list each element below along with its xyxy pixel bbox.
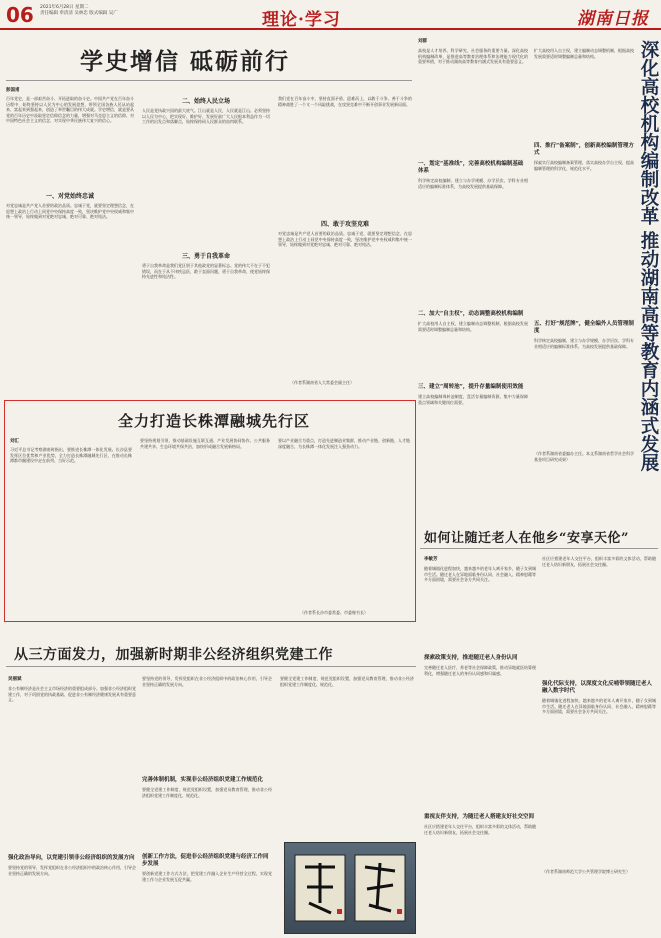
rural-col-2: 社区应搭建老年人交往平台，组织丰富多彩的文体活动，帮助随迁老人结识新朋友，拓展社会交往圈。 强化代际支持，以深度文化反哺带领随迁老人融入数字时代 随着城镇化进程加快，越来越多的老年人离开家乡，随子女到城市生活。随迁老人在异地面临身份认同、社会融入、精神慰藉等多方面困境，需要社会各方共同关注。 （作者系湖南师范大学公共管理学院博士研究生） — [542, 556, 656, 874]
page-number: 06 — [6, 3, 34, 27]
rural-sub2: 重视友伴支持，为随迁老人搭建友好社交空间 — [424, 814, 535, 820]
newspaper-brand: 湖南日报 — [577, 9, 649, 29]
reform-sub4: 四、推行“备案制”，创新高校编制管理方式 — [534, 143, 634, 156]
party-headline: 从三方面发力，加强新时期非公经济组织党建工作 — [14, 647, 333, 663]
history-col-2: 二、始终人民立场 人民是党执政兴国的最大底气。江山就是人民，人民就是江山。必须坚持以人民为中心，把实现好、维护好、发展好最广大人民根本利益作为一切工作的出发点和落脚点，始终保持同人民群众的血肉联系。 三、勇于自我革命 勇于自我革命是我们党区别于其他政党的显著标志。党的伟大不在于不犯错误，而在于从不讳疾忌医，敢于直面问题，勇于自我革命，使党始终保持先进性和纯洁性。 — [142, 98, 270, 280]
history-col-1: 百年党史，是一部艰苦奋斗、开拓进取的奋斗史。中国共产党在百年奋斗历程中，始终坚持以人民为中心的发展思想，带领全国各族人民从站起来、富起来到强起来，创造了举世瞩目的伟大成就。学史增信，就是要从党的百年历史中汲取坚定信仰信念的力量，增强对马克思主义的信仰、对中国特色社会主义的信念、对实现中华民族伟大复兴的信心。 一、对党始终忠诚 对党忠诚是共产党人首要的政治品质。忠诚于党，就要坚定理想信念，在思想上政治上行动上同党中央保持高度一致，坚决维护党中央权威和集中统一领导，始终做到对党绝对忠诚、绝对可靠、绝对纯洁。 — [6, 96, 134, 220]
history-sub3: 三、勇于自我革命 — [181, 253, 230, 260]
history-headline: 学史增信 砥砺前行 — [80, 48, 291, 75]
party-sub3: 创新工作方法，促进非公经济组织党建与经济工作同步发展 — [142, 854, 269, 867]
reform-byline: 刘群 — [418, 39, 427, 44]
rural-sub1: 探索政策支持，推进随迁老人身份认同 — [424, 655, 518, 661]
reform-sub1: 一、划定“基准线”，完善高校机构编制基础体系 — [418, 161, 524, 174]
rural-sub3: 强化代际支持，以深度文化反哺带领随迁老人融入数字时代 — [542, 681, 653, 694]
changsha-col-1: 习近平总书记考察湖南时指出，要推进长株潭一体化发展。长沙县要发挥区位优势和产业优势，全力打造长株潭融城先行区，在推动长株潭都市圈建设中走在前列、当好示范。 — [10, 447, 132, 464]
page-header — [0, 0, 661, 30]
history-sub1: 一、对党始终忠诚 — [45, 193, 94, 200]
changsha-col-2: 要坚持规划引领，推动基础设施互联互通、产业发展协同协作、公共服务共建共享、生态环境共保共治，加快形成融合发展新格局。 — [140, 438, 270, 449]
rural-footer: （作者系湖南师范大学公共管理学院博士研究生） — [542, 869, 630, 874]
reform-col-2: 扩大高校用人自主权，建立编制动态调整机制，根据高校发展需要适时调整编制总量和结构。 四、推行“备案制”，创新高校编制管理方式 探索实行高校编制备案管理，落实高校办学自主权，提高编制管理的科学化、规范化水平。 五、打好“规范牌”，健全编外人员管理制度 科学核定高校编制，建立与办学规模、办学层次、学科专业相适应的编制标准体系，为高校发展提供基础保障。 （作者系湖南省委编办主任。本文系湖南省哲学社会科学基金项目研究成果） — [534, 48, 634, 462]
rural-headline: 如何让随迁老人在他乡“安享天伦” — [424, 531, 629, 546]
calligraphy-illustration — [285, 843, 415, 933]
reform-footer: （作者系湖南省委编办主任。本文系湖南省哲学社会科学基金项目研究成果） — [534, 451, 634, 462]
reform-sub5: 五、打好“规范牌”，健全编外人员管理制度 — [534, 321, 634, 334]
calligraphy-photo — [284, 842, 416, 934]
history-sub4: 四、敢于攻坚克难 — [320, 221, 369, 228]
party-col-2: 要坚持党的领导，发挥党组织在非公经济组织中的政治核心作用，引导企业坚持正确的发展方向。 完善体制机制，实现非公经济组织党建工作规范化 要健全党建工作制度，规范党组织设置，加强党员教育管理，推动非公经济组织党建工作制度化、规范化。 创新工作方法，促进非公经济组织党建与经济工作同步发展 要创新党建工作方式方法，把党建工作融入企业生产经营全过程，实现党建工作与企业发展互促共赢。 — [142, 676, 272, 882]
section-title: 理论·学习 — [262, 10, 341, 30]
changsha-headline: 全力打造长株潭融城先行区 — [118, 412, 311, 430]
rural-col-1: 随着城镇化进程加快，越来越多的老年人离开家乡，随子女到城市生活。随迁老人在异地面临身份认同、社会融入、精神慰藉等多方面困境，需要社会各方共同关注。 探索政策支持，推进随迁老人身份认同 完善随迁老人医疗、养老等社会保障政策，推动异地就医结算便利化，增强随迁老人的身份认同感和归属感。 重视友伴支持，为随迁老人搭建友好社交空间 社区应搭建老年人交往平台，组织丰富多彩的文体活动，帮助随迁老人结识新朋友，拓展社会交往圈。 — [424, 566, 536, 835]
header-date: 2021年6月28日 星期二 — [40, 5, 89, 10]
reform-sub2: 二、加大“自主权”，动态调整高校机构编制 — [418, 311, 524, 317]
changsha-byline: 刘汇 — [10, 439, 19, 444]
header-meta — [40, 5, 118, 17]
history-byline: 彭国甫 — [6, 88, 20, 93]
reform-sub3: 三、建立“周转池”，提升存量编制使用效能 — [418, 384, 524, 390]
history-col-3: 我们党在百年奋斗中，坚持直面矛盾、迎难而上，以敢于斗争、善于斗争的精神战胜了一个又一个风险挑战，在攻坚克难中不断开创事业发展新局面。 四、敢于攻坚克难 对党忠诚是共产党人首要的政治品质。忠诚于党，就要坚定理想信念，在思想上政治上行动上同党中央保持高度一致，坚决维护党中央权威和集中统一领导，始终做到对党绝对忠诚、绝对可靠、绝对纯洁。 — [278, 96, 412, 248]
changsha-footer: （作者系长沙市委常委、市委秘书长） — [300, 610, 368, 615]
party-col-1: 非公有制经济是社会主义市场经济的重要组成部分。加强非公经济组织党建工作，对于巩固党的执政基础、促进非公有制经济健康发展具有重要意义。 强化政治导向，以党建引领非公经济组织的发展方向 要坚持党的领导，发挥党组织在非公经济组织中的政治核心作用，引导企业坚持正确的发展方向。 — [8, 686, 136, 876]
history-sub2: 二、始终人民立场 — [181, 98, 230, 105]
reform-col-1: 高校是人才培养、科学研究、社会服务的重要力量。深化高校机构编制改革，是推进高等教育治理体系和治理能力现代化的重要举措，对于推动湖南高等教育内涵式发展具有重要意义。 一、划定“基准线”，完善高校机构编制基础体系 科学核定高校编制，建立与办学规模、办学层次、学科专业相适应的编制标准体系，为高校发展提供基础保障。 二、加大“自主权”，动态调整高校机构编制 扩大高校用人自主权，建立编制动态调整机制，根据高校发展需要适时调整编制总量和结构。 三、建立“周转池”，提升存量编制使用效能 建立高校编制周转池制度，盘活存量编制资源，集中力量保障重点领域和关键岗位需要。 — [418, 48, 528, 405]
party-col-3: 要健全党建工作制度，规范党组织设置，加强党员教育管理，推动非公经济组织党建工作制度化、规范化。 — [280, 676, 414, 687]
reform-vertical-title: 深化高校机构编制改革 推动湖南高等教育内涵式发展 — [638, 40, 659, 472]
party-sub2: 完善体制机制，实现非公经济组织党建工作规范化 — [142, 777, 264, 783]
rural-byline: 李敏芳 — [424, 557, 438, 562]
divider — [6, 666, 416, 667]
divider — [6, 80, 412, 81]
party-byline: 吴丽斌 — [8, 677, 22, 682]
changsha-col-3: 要以产业融合为重点，打造先进制造业集群，推动产业链、创新链、人才链深度融合，为长株潭一体化发展注入强劲动力。 — [278, 438, 410, 449]
header-editors: 责任编辑 奉清清 吴林忠 版式编辑 吴广 — [40, 11, 118, 16]
divider — [420, 548, 658, 549]
history-footer: （作者系湖南省人大常委会副主任） — [290, 380, 354, 385]
party-sub1: 强化政治导向，以党建引领非公经济组织的发展方向 — [8, 855, 135, 861]
